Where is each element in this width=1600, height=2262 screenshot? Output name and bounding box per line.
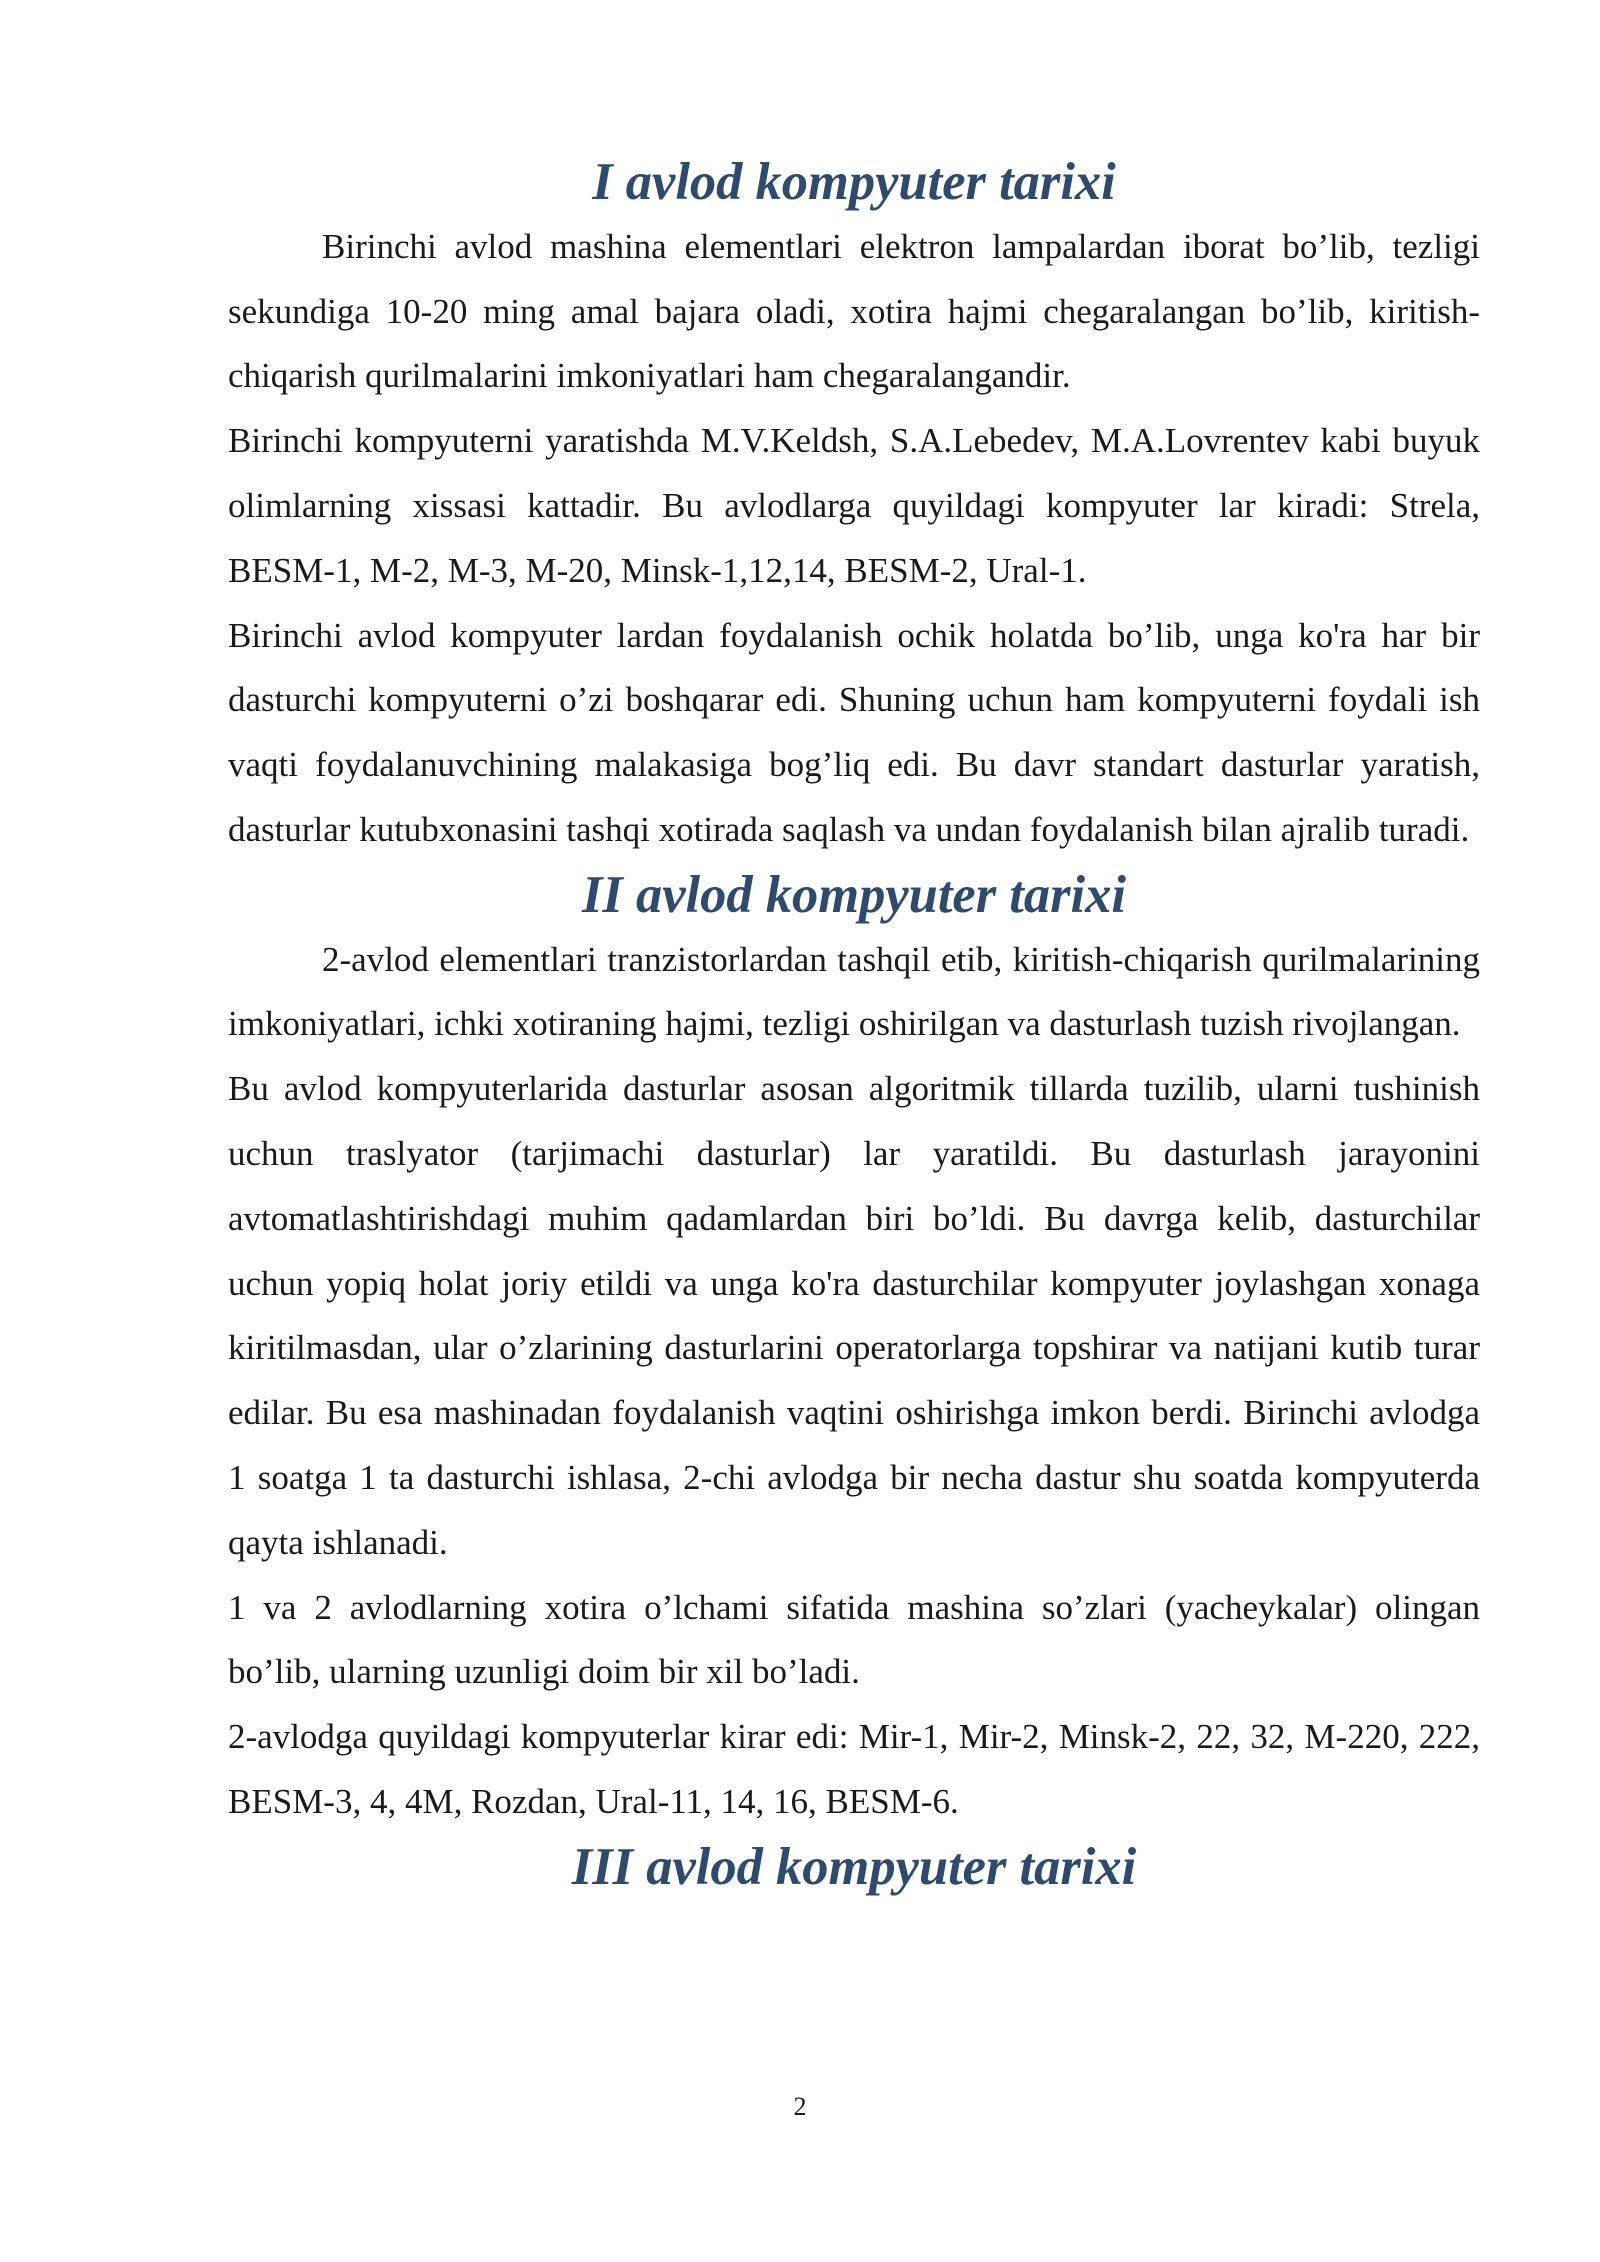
paragraph: 2-avlod elementlari tranzistorlardan tashqil etib, kiritish-chiqarish qurilmalarining imkoniyatlari, ichki xotiraning hajmi, tezligi oshirilgan va dasturlash tuzish rivojlangan.	[228, 939, 1480, 1044]
paragraph: Bu avlod kompyuterlarida dasturlar asosan algoritmik tillarda tuzilib, ularni tushinish uchun traslyator (tarjimachi dasturlar) lar yaratildi. Bu dasturlash jarayonini avtomatlashtirishdagi muhim qadamlardan biri bo’ldi. Bu davrga kelib, dasturchilar uchun yopiq holat joriy etildi va unga ko'ra dasturchilar kompyuter joylashgan xonaga kiritilmasdan, ular o’zlarining dasturlarini operatorlarga topshirar va natijani kutib turar edilar. Bu esa mashinadan foydalanish vaqtini oshirishga imkon berdi. Birinchi avlodga 1 soatga 1 ta dasturchi ishlasa, 2-chi avlodga bir necha dastur shu soatda kompyuterda qayta ishlanadi.	[228, 1069, 1480, 1562]
section-heading-1: I avlod kompyuter tarixi	[592, 153, 1116, 211]
page-number: 2	[793, 2092, 807, 2121]
paragraph: 1 va 2 avlodlarning xotira o’lchami sifatida mashina so’zlari (yacheykalar) olingan bo’lib, ularning uzunligi doim bir xil bo’ladi.	[228, 1587, 1480, 1692]
paragraph: Birinchi avlod kompyuter lardan foydalanish ochik holatda bo’lib, unga ko'ra har bir dasturchi kompyuterni o’zi boshqarar edi. Shuning uchun ham kompyuterni foydali ish vaqti foydalanuvchining malakasiga bog’liq edi. Bu davr standart dasturlar yaratish, dasturlar kutubxonasini tashqi xotirada saqlash va undan foydalanish bilan ajralib turadi.	[228, 615, 1480, 849]
paragraph: 2-avlodga quyildagi kompyuterlar kirar edi: Mir-1, Mir-2, Minsk-2, 22, 32, M-220, 222, BESM-3, 4, 4M, Rozdan, Ural-11, 14, 16, BESM-6.	[228, 1717, 1480, 1821]
paragraph: Birinchi avlod mashina elementlari elektron lampalardan iborat bo’lib, tezligi sekundiga 10-20 ming amal bajara oladi, xotira hajmi chegaralangan bo’lib, kiritish-chiqarish qurilmalarini imkoniyatlari ham chegaralangandir.	[228, 226, 1480, 396]
paragraph: Birinchi kompyuterni yaratishda M.V.Keldsh, S.A.Lebedev, M.A.Lovrentev kabi buyuk olimlarning xissasi kattadir. Bu avlodlarga quyildagi kompyuter lar kiradi: Strela, BESM-1, M-2, M-3, M-20, Minsk-1,12,14, BESM-2, Ural-1.	[228, 421, 1480, 590]
page-content	[228, 150, 1480, 1900]
section-heading-2: II avlod kompyuter tarixi	[582, 865, 1126, 924]
section-heading-3: III avlod kompyuter tarixi	[571, 1837, 1137, 1896]
